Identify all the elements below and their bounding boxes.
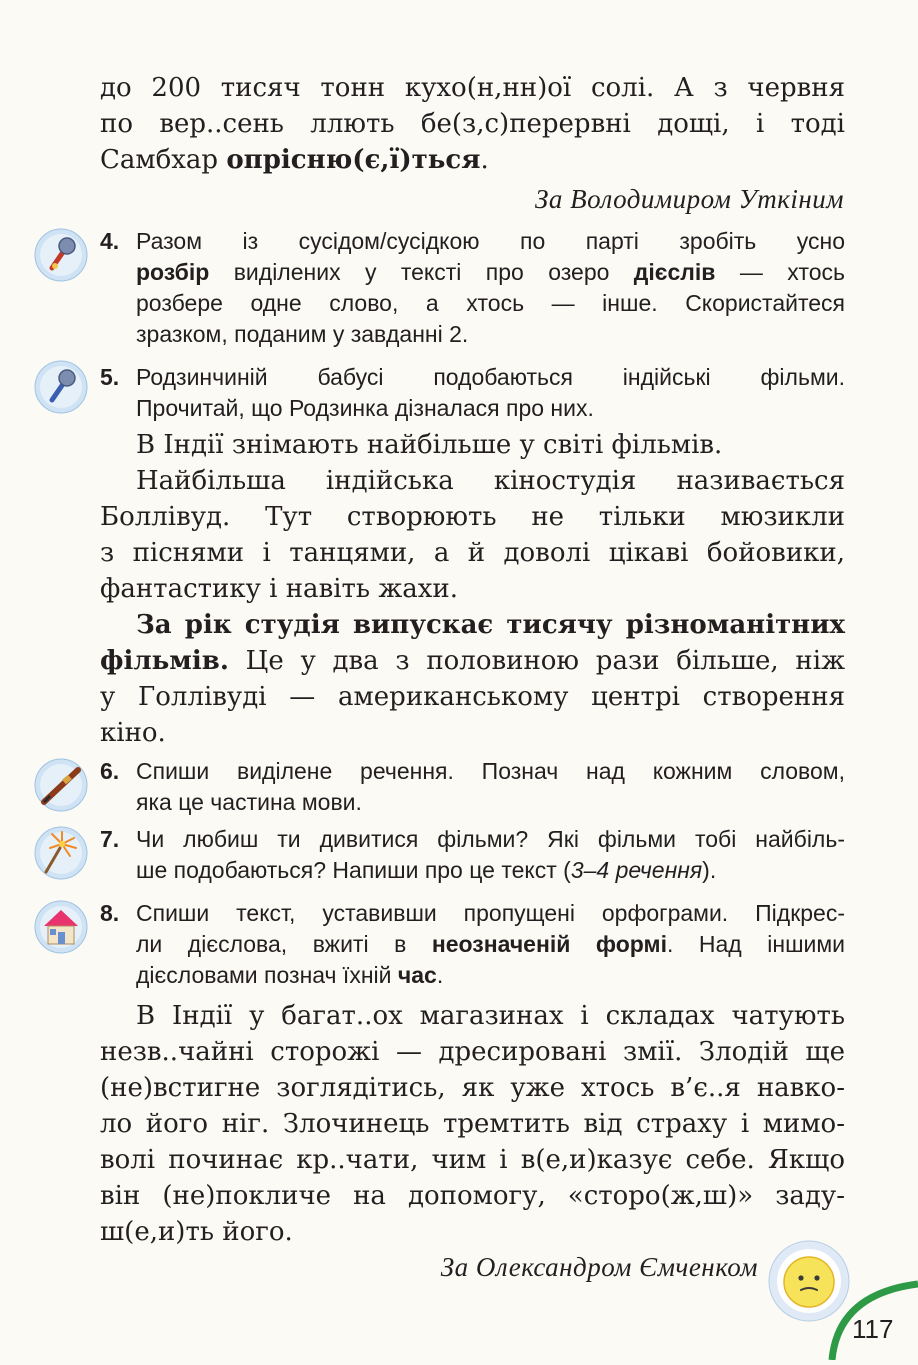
text-line: Прочитай, що Родзинка дізналася про них. xyxy=(136,395,594,421)
task-7 xyxy=(100,824,845,886)
text-line: він (не)покличе на допомогу, «сторо(ж,ш)» заду- xyxy=(100,1181,845,1211)
text-line: Чи любиш ти дивитися фільми? Які фільми тобі найбіль- xyxy=(136,826,845,852)
text-segment: Самбхар xyxy=(100,145,227,175)
text-line: В Індії у багат..ох магазинах і складах чатують xyxy=(136,1001,845,1031)
sparkler-icon xyxy=(34,826,88,885)
task-number: 6. xyxy=(100,758,120,784)
house-icon xyxy=(34,900,88,959)
text-line: до 200 тисяч тонн кухо(н,нн)ої солі. А з червня xyxy=(100,73,845,103)
text-line: волі починає кр..чати, чим і в(е,и)казує себе. Якщо xyxy=(100,1145,845,1175)
task-number: 8. xyxy=(100,900,120,926)
snake-text xyxy=(100,998,845,1250)
bold-word: розбір xyxy=(136,259,210,285)
text-segment: дієсловами познач їхній xyxy=(136,962,398,988)
task-6 xyxy=(100,756,845,818)
text-segment: ше подобаються? Напиши про це текст ( xyxy=(136,857,571,883)
text-line: ло його ніг. Злочинець тремтить від страху і мимо- xyxy=(100,1109,845,1139)
task-number: 4. xyxy=(100,228,120,254)
text-line: яка це частина мови. xyxy=(136,789,362,815)
bold-word: час xyxy=(397,962,437,988)
text-line xyxy=(136,929,845,960)
text-line xyxy=(100,142,845,178)
attribution: За Олександром Ємченком xyxy=(440,1252,758,1282)
task-4 xyxy=(100,226,845,350)
text-line: фантастику і навіть жахи. xyxy=(100,574,458,604)
bold-sentence: фільмів. xyxy=(100,646,229,676)
text-line xyxy=(136,855,845,886)
text-line: зразком, поданим у завданні 2. xyxy=(136,321,469,347)
text-line: В Індії знімають найбільше у світі фільмів. xyxy=(136,430,723,460)
text-line: Спиши виділене речення. Познач над кожним словом, xyxy=(136,758,845,784)
task-text xyxy=(136,362,845,424)
text-segment: . xyxy=(480,145,489,175)
pen-icon xyxy=(34,758,88,817)
text-line: (не)встигне зоглядітись, як уже хтось в’є..я навко- xyxy=(100,1073,845,1103)
text-segment: . Над іншими xyxy=(666,931,846,957)
task-number: 7. xyxy=(100,826,120,852)
bold-word: дієслів xyxy=(633,259,716,285)
italic-word: 3–4 речення xyxy=(570,857,703,883)
task-text xyxy=(136,898,845,991)
text-segment: ли дієслова, вжиті в xyxy=(136,931,432,957)
text-line: Спиши текст, уставивши пропущені орфограми. Підкрес- xyxy=(136,900,845,926)
microphone-icon xyxy=(34,360,88,419)
task-number: 5. xyxy=(100,364,120,390)
text-line: Родзинчиній бабусі подобаються індійські фільми. xyxy=(136,364,845,390)
text-line xyxy=(100,607,845,643)
text-segment: Це у два з половиною рази більше, ніж xyxy=(228,646,845,676)
text-line: розбере одне слово, а хтось — інше. Скористайтеся xyxy=(136,290,845,316)
bold-sentence: За рік студія випускає тисячу різноманітних xyxy=(136,610,845,640)
text-line xyxy=(136,960,845,991)
bold-word: опрісню(є,ї)ться xyxy=(226,145,481,175)
text-line: у Голлівуді — американському центрі створення xyxy=(100,682,845,712)
page-number: 117 xyxy=(852,1314,894,1344)
bold-word: неозначеній формі xyxy=(431,931,667,957)
text-segment: виділених у тексті про озеро xyxy=(209,259,634,285)
task-5 xyxy=(100,362,845,424)
text-line: Найбільша індійська кіностудія називається xyxy=(136,466,845,496)
text-line: з піснями і танцями, а й доволі цікаві бойовики, xyxy=(100,538,845,568)
text-line: незв..чайні сторожі — дресировані змії. Злодій ще xyxy=(100,1037,845,1067)
text-segment: . xyxy=(436,962,444,988)
task-8 xyxy=(100,898,845,991)
task-text xyxy=(136,756,845,818)
text-line: Боллівуд. Тут створюють не тільки мюзикли xyxy=(100,502,845,532)
text-line: ш(е,и)ть його. xyxy=(100,1217,293,1247)
text-line: кіно. xyxy=(100,718,166,748)
text-segment: — хтось xyxy=(715,259,845,285)
text-line: по вер..сень ллють бе(з,с)перервні дощі, і тоді xyxy=(100,109,845,139)
microphone-icon xyxy=(34,228,88,287)
task-text xyxy=(136,824,845,886)
attribution: За Володимиром Уткіним xyxy=(535,184,844,214)
text-line: Разом із сусідом/сусідкою по парті зробіть усно xyxy=(136,228,845,254)
india-text xyxy=(100,427,845,751)
text-line xyxy=(100,643,845,679)
text-segment: ). xyxy=(702,857,717,883)
top-paragraph xyxy=(100,70,845,178)
text-line xyxy=(136,257,845,288)
task-text xyxy=(136,226,845,350)
